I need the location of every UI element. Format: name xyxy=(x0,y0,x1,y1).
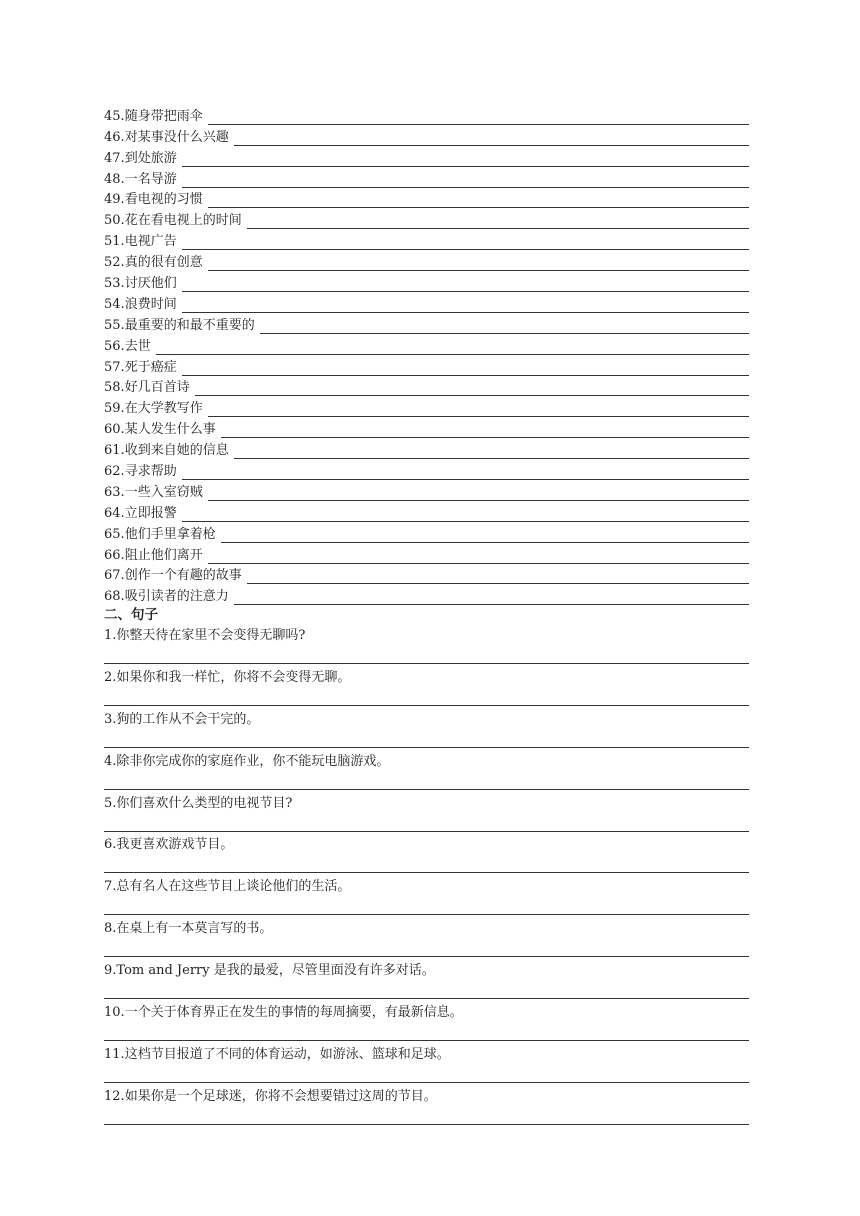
sentence-number: 12. xyxy=(104,1088,125,1104)
phrase-number: 54. xyxy=(104,296,125,312)
phrase-item xyxy=(104,480,749,501)
phrase-text: 吸引读者的注意力 xyxy=(124,589,229,605)
phrase-text: 真的很有创意 xyxy=(124,255,203,271)
phrase-number: 68. xyxy=(104,589,125,605)
phrase-text: 死于癌症 xyxy=(124,359,177,375)
sentence-number: 7. xyxy=(104,879,117,895)
sentence-prompt xyxy=(104,1046,450,1064)
sentence-item xyxy=(104,876,749,918)
answer-blank-line[interactable] xyxy=(182,300,749,313)
answer-line[interactable] xyxy=(104,1082,749,1083)
answer-blank-line[interactable] xyxy=(221,425,749,438)
sentence-text: 如果你是一个足球迷，你将不会想要错过这周的节目。 xyxy=(124,1088,437,1104)
answer-blank-line[interactable] xyxy=(234,446,749,459)
sentence-item xyxy=(104,918,749,960)
sentence-number: 5. xyxy=(104,795,117,811)
answer-blank-line[interactable] xyxy=(182,509,749,522)
phrase-text: 电视广告 xyxy=(124,234,177,250)
phrase-item xyxy=(104,167,749,188)
phrase-text: 到处旅游 xyxy=(124,150,177,166)
phrase-number: 57. xyxy=(104,359,125,375)
sentence-item xyxy=(104,960,749,1002)
sentence-number: 8. xyxy=(104,921,117,937)
phrase-number: 62. xyxy=(104,464,125,480)
phrase-item xyxy=(104,584,749,605)
phrase-item xyxy=(104,355,749,376)
sentence-prompt xyxy=(104,711,259,729)
sentence-number: 11. xyxy=(104,1046,125,1062)
phrase-text: 在大学教写作 xyxy=(124,401,203,417)
sentence-text: 狗的工作从不会干完的。 xyxy=(116,711,260,727)
answer-blank-line[interactable] xyxy=(208,404,749,417)
phrase-item xyxy=(104,376,749,397)
phrase-number: 63. xyxy=(104,484,125,500)
answer-line[interactable] xyxy=(104,705,749,706)
phrase-item xyxy=(104,229,749,250)
phrase-item xyxy=(104,125,749,146)
phrase-number: 47. xyxy=(104,150,125,166)
phrase-text: 最重要的和最不重要的 xyxy=(124,317,255,333)
answer-blank-line[interactable] xyxy=(208,258,749,271)
phrase-number: 59. xyxy=(104,401,125,417)
phrase-item xyxy=(104,334,749,355)
sentence-text: 一个关于体育界正在发生的事情的每周摘要，有最新信息。 xyxy=(124,1005,463,1021)
phrase-item xyxy=(104,146,749,167)
answer-line[interactable] xyxy=(104,1124,749,1125)
phrase-item xyxy=(104,250,749,271)
sentence-item xyxy=(104,667,749,709)
sentence-prompt xyxy=(104,878,350,896)
sentence-prompt xyxy=(104,1088,437,1106)
phrase-text: 去世 xyxy=(124,338,151,354)
sentence-prompt xyxy=(104,1004,463,1022)
phrase-item xyxy=(104,417,749,438)
phrase-item xyxy=(104,104,749,125)
sentence-number: 1. xyxy=(104,628,117,643)
sentence-item xyxy=(104,793,749,835)
phrase-text: 他们手里拿着枪 xyxy=(124,526,216,542)
sentence-text: 如果你和我一样忙，你将不会变得无聊。 xyxy=(116,669,351,685)
phrase-number: 55. xyxy=(104,317,125,333)
answer-blank-line[interactable] xyxy=(182,467,749,480)
phrase-text: 收到来自她的信息 xyxy=(124,443,229,459)
phrase-number: 46. xyxy=(104,129,125,145)
phrase-text: 寻求帮助 xyxy=(124,464,177,480)
phrase-text: 对某事没什么兴趣 xyxy=(124,129,229,145)
phrase-item xyxy=(104,188,749,209)
sentence-item xyxy=(104,1044,749,1086)
sentence-number: 9. xyxy=(104,963,117,979)
sentence-text: 我更喜欢游戏节目。 xyxy=(116,837,234,853)
sentence-item xyxy=(104,625,749,667)
answer-line[interactable] xyxy=(104,831,749,832)
sentence-item xyxy=(104,1086,749,1128)
phrase-text: 讨厌他们 xyxy=(124,276,177,292)
phrase-number: 65. xyxy=(104,526,125,542)
phrase-text: 浪费时间 xyxy=(124,296,177,312)
answer-line[interactable] xyxy=(104,789,749,790)
sentence-item xyxy=(104,709,749,751)
sentence-number: 6. xyxy=(104,837,117,853)
answer-line[interactable] xyxy=(104,747,749,748)
phrase-number: 56. xyxy=(104,338,125,354)
answer-blank-line[interactable] xyxy=(182,175,749,188)
phrase-item xyxy=(104,564,749,585)
sentence-item xyxy=(104,751,749,793)
phrase-text: 看电视的习惯 xyxy=(124,192,203,208)
sentence-text: 在桌上有一本莫言写的书。 xyxy=(116,921,273,937)
sentence-text: 你们喜欢什么类型的电视节目? xyxy=(116,795,293,811)
answer-line[interactable] xyxy=(104,956,749,957)
phrase-list xyxy=(104,104,749,605)
answer-blank-line[interactable] xyxy=(247,216,749,229)
sentence-prompt xyxy=(104,753,389,771)
phrase-number: 60. xyxy=(104,422,125,438)
sentence-prompt xyxy=(104,795,292,813)
answer-line[interactable] xyxy=(104,872,749,873)
sentence-number: 3. xyxy=(104,711,117,727)
phrase-number: 64. xyxy=(104,505,125,521)
phrase-item xyxy=(104,292,749,313)
phrase-number: 45. xyxy=(104,108,125,124)
answer-blank-line[interactable] xyxy=(221,530,749,543)
answer-blank-line[interactable] xyxy=(208,551,749,564)
section-title: 二、句子 xyxy=(104,607,158,623)
answer-blank-line[interactable] xyxy=(182,237,749,250)
phrase-text: 好几百首诗 xyxy=(124,380,190,396)
sentence-number: 2. xyxy=(104,669,117,685)
phrase-item xyxy=(104,271,749,292)
phrase-number: 66. xyxy=(104,547,125,563)
phrase-number: 58. xyxy=(104,380,125,396)
phrase-number: 51. xyxy=(104,234,125,250)
phrase-number: 52. xyxy=(104,255,125,271)
answer-blank-line[interactable] xyxy=(195,383,749,396)
answer-blank-line[interactable] xyxy=(234,133,749,146)
phrase-text: 一些入室窃贼 xyxy=(124,484,203,500)
phrase-number: 61. xyxy=(104,443,125,459)
phrase-number: 50. xyxy=(104,213,125,229)
sentence-list xyxy=(104,625,749,1128)
sentence-text: 你整天待在家里不会变得无聊吗? xyxy=(116,628,306,643)
sentence-item xyxy=(104,834,749,876)
phrase-item xyxy=(104,459,749,480)
answer-line[interactable] xyxy=(104,663,749,664)
sentence-prompt xyxy=(104,627,305,645)
phrase-text: 随身带把雨伞 xyxy=(124,108,203,124)
answer-line[interactable] xyxy=(104,1040,749,1041)
phrase-item xyxy=(104,208,749,229)
sentence-number: 4. xyxy=(104,753,117,769)
sentence-prompt xyxy=(104,962,435,980)
answer-blank-line[interactable] xyxy=(247,571,749,584)
phrase-text: 阻止他们离开 xyxy=(124,547,203,563)
phrase-number: 49. xyxy=(104,192,125,208)
phrase-text: 某人发生什么事 xyxy=(124,422,216,438)
answer-blank-line[interactable] xyxy=(208,488,749,501)
phrase-item xyxy=(104,313,749,334)
sentence-text: Tom and Jerry 是我的最爱，尽管里面没有许多对话。 xyxy=(116,963,435,979)
answer-blank-line[interactable] xyxy=(182,279,749,292)
sentence-text: 总有名人在这些节目上谈论他们的生活。 xyxy=(116,879,351,895)
sentence-prompt xyxy=(104,669,350,687)
answer-blank-line[interactable] xyxy=(208,195,749,208)
sentence-item xyxy=(104,1002,749,1044)
answer-blank-line[interactable] xyxy=(234,592,749,605)
phrase-number: 53. xyxy=(104,276,125,292)
phrase-item xyxy=(104,522,749,543)
sentence-text: 这档节目报道了不同的体育运动，如游泳、篮球和足球。 xyxy=(124,1046,450,1062)
sentence-prompt xyxy=(104,836,233,854)
answer-line[interactable] xyxy=(104,914,749,915)
answer-blank-line[interactable] xyxy=(208,112,749,125)
phrase-item xyxy=(104,438,749,459)
sentence-prompt xyxy=(104,920,272,938)
phrase-text: 立即报警 xyxy=(124,505,177,521)
phrase-text: 花在看电视上的时间 xyxy=(124,213,242,229)
answer-blank-line[interactable] xyxy=(182,154,749,167)
answer-blank-line[interactable] xyxy=(260,321,749,334)
phrase-number: 48. xyxy=(104,171,125,187)
sentence-number: 10. xyxy=(104,1005,125,1021)
phrase-text: 创作一个有趣的故事 xyxy=(124,568,242,584)
phrase-text: 一名导游 xyxy=(124,171,177,187)
answer-line[interactable] xyxy=(104,998,749,999)
answer-blank-line[interactable] xyxy=(156,342,749,355)
answer-blank-line[interactable] xyxy=(182,363,749,376)
phrase-item xyxy=(104,543,749,564)
sentence-text: 除非你完成你的家庭作业，你不能玩电脑游戏。 xyxy=(116,753,390,769)
phrase-item xyxy=(104,501,749,522)
phrase-item xyxy=(104,396,749,417)
phrase-number: 67. xyxy=(104,568,125,584)
